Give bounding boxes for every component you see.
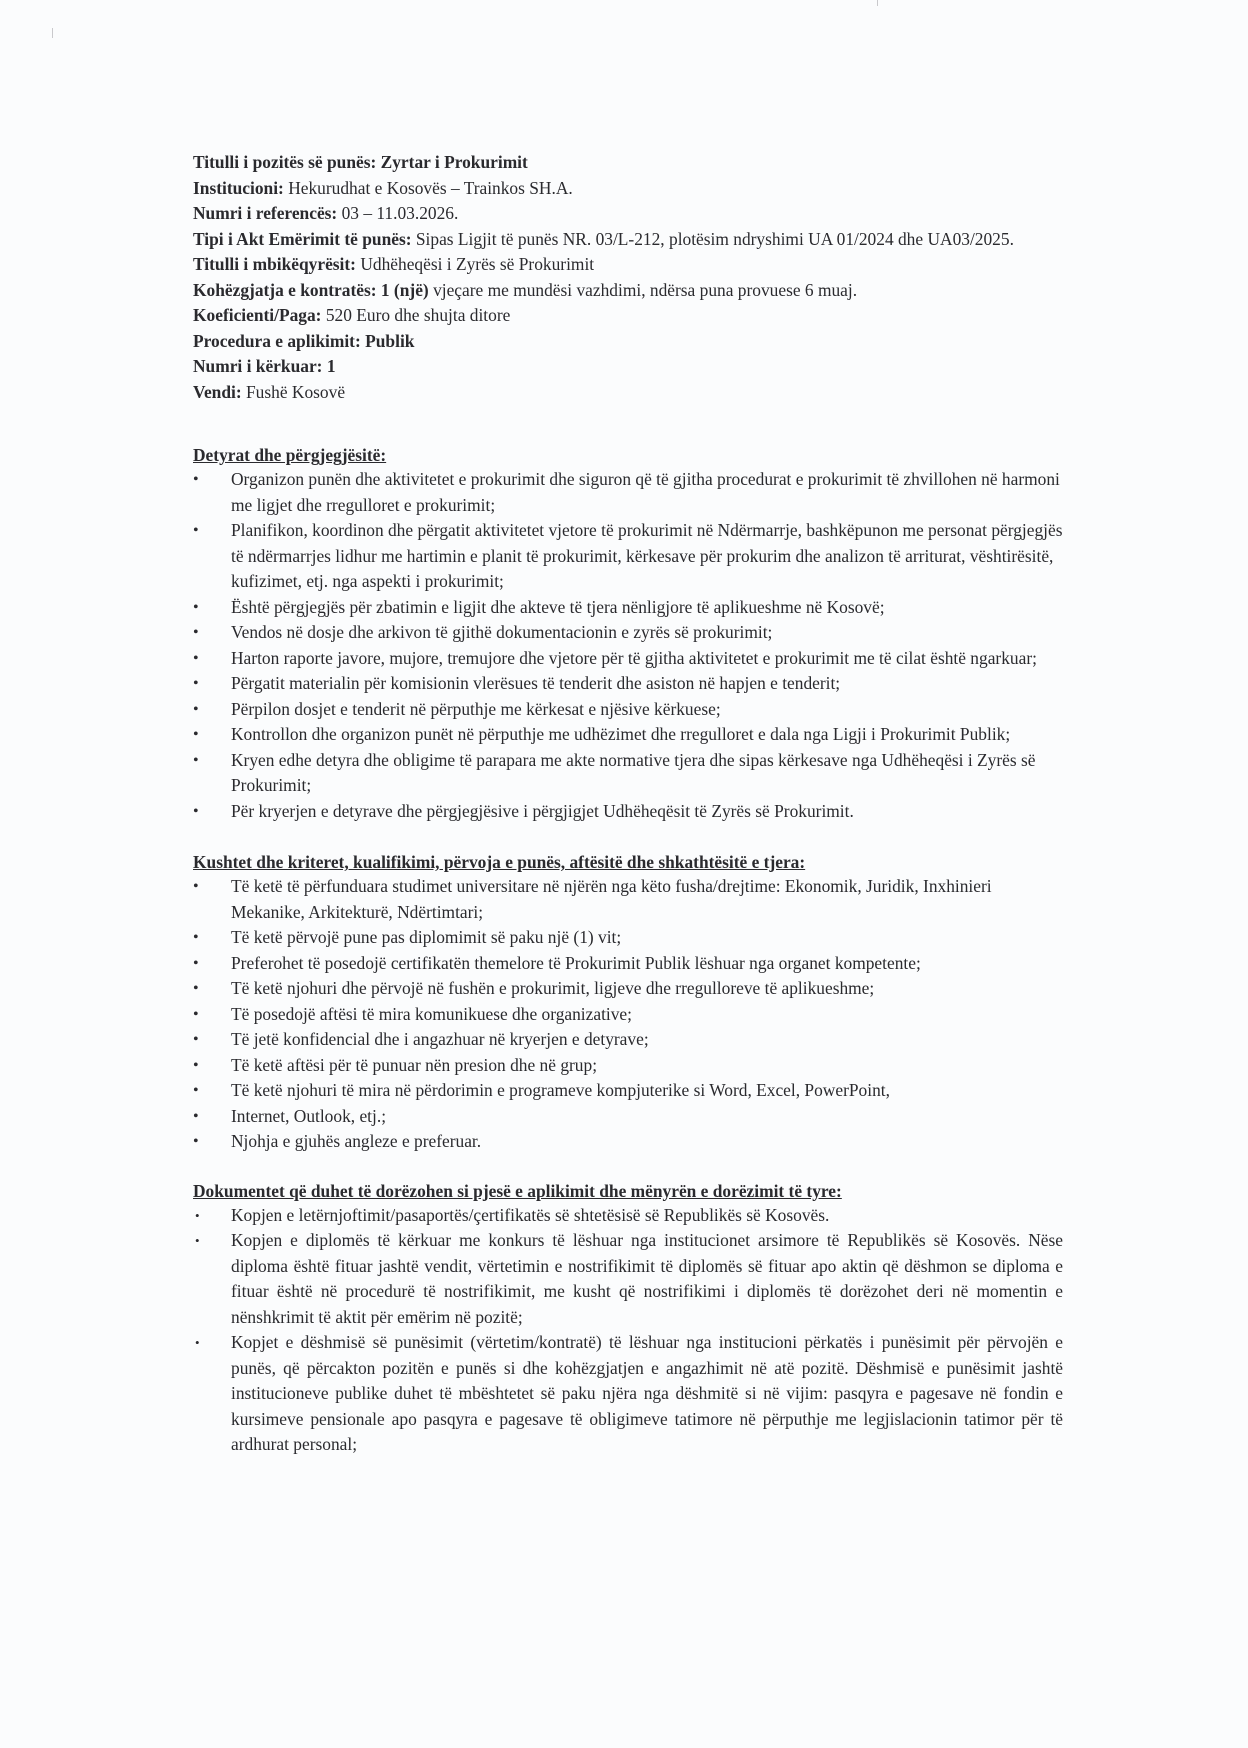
field-application-procedure <box>193 329 1063 355</box>
field-institution <box>193 176 1063 202</box>
section-requirements <box>193 850 1063 1155</box>
list-item: • Kopjen e letërnjoftimit/pasaportës/çertifikatës së shtetësisë së Republikës së Kosovës. <box>193 1203 1063 1229</box>
duties-list <box>193 467 1063 824</box>
section-heading: Kushtet dhe kriteret, kualifikimi, përvoja e punës, aftësitë dhe shkathtësitë e tjera: <box>193 852 806 872</box>
list-item: • Internet, Outlook, etj.; <box>193 1104 1063 1130</box>
documents-list <box>193 1203 1063 1458</box>
field-value-emphasis: 1 (një) <box>380 279 429 300</box>
field-salary <box>193 303 1063 329</box>
field-positions-required <box>193 354 1063 380</box>
field-value: Zyrtar i Prokurimit <box>380 152 528 172</box>
list-item: • Të posedojë aftësi të mira komunikuese dhe organizative; <box>193 1002 1063 1028</box>
field-position-title <box>193 150 1063 176</box>
section-heading: Detyrat dhe përgjegjësitë: <box>193 445 387 465</box>
list-item: • Kopjet e dëshmisë së punësimit (vërtetim/kontratë) të lëshuar nga institucioni përkatës i punësimit për përvojën e punës, që përcakton pozitën e punës si dhe kohëzgjatjen e angazhimit në atë pozitë. Dëshmisë e punësimit jashtë institucioneve publike duhet të mbështetet së paku njëra nga dëshmitë si në vijim: pasqyra e pagesave në fondin e kursimeve pensionale apo pasqyra e pagesave të obligimeve tatimore në përputhje me legjislacionin tatimor për të ardhurat personal; <box>193 1330 1063 1458</box>
list-item: • Të ketë aftësi për të punuar nën presion dhe në grup; <box>193 1053 1063 1079</box>
field-label: Vendi: <box>193 381 242 402</box>
list-item: • Kryen edhe detyra dhe obligime të parapara me akte normative tjera dhe sipas kërkesave nga Udhëheqësi i Zyrës së Prokurimit; <box>193 748 1063 799</box>
field-label: Koeficienti/Paga: <box>193 305 322 325</box>
field-value: 1 <box>326 356 336 376</box>
job-info-block <box>193 150 1063 405</box>
field-label: Titulli i pozitës së punës: <box>193 152 377 172</box>
list-item: • Harton raporte javore, mujore, tremujore dhe vjetore për të gjitha aktivitetet e prokurimit me të cilat është ngarkuar; <box>193 646 1063 672</box>
list-item: • Të ketë njohuri dhe përvojë në fushën e prokurimit, ligjeve dhe rregulloreve të aplikueshme; <box>193 976 1063 1002</box>
field-location <box>193 380 1063 406</box>
field-label: Tipi i Akt Emërimit të punës: <box>193 228 412 249</box>
field-value: 520 Euro dhe shujta ditore <box>325 305 511 325</box>
field-value: Publik <box>365 330 415 351</box>
field-value: vjeçare me mundësi vazhdimi, ndërsa puna provuese 6 muaj. <box>433 279 858 300</box>
list-item: • Vendos në dosje dhe arkivon të gjithë dokumentacionin e zyrës së prokurimit; <box>193 620 1063 646</box>
section-heading: Dokumentet që duhet të dorëzohen si pjesë e aplikimit dhe mënyrën e dorëzimit të tyre: <box>193 1180 842 1201</box>
field-value: 03 – 11.03.2026. <box>341 203 459 223</box>
list-item: • Kontrollon dhe organizon punët në përputhje me udhëzimet dhe rregulloret e dala nga Ligji i Prokurimit Publik; <box>193 722 1063 748</box>
list-item: • Është përgjegjës për zbatimin e ligjit dhe akteve të tjera nënligjore të aplikueshme në Kosovë; <box>193 595 1063 621</box>
list-item: • Të ketë përvojë pune pas diplomimit së paku një (1) vit; <box>193 925 1063 951</box>
list-item: • Të jetë konfidencial dhe i angazhuar në kryerjen e detyrave; <box>193 1027 1063 1053</box>
section-duties <box>193 443 1063 824</box>
field-value: Sipas Ligjit të punës NR. 03/L-212, plotësim ndryshimi UA 01/2024 dhe UA03/2025. <box>415 228 1014 249</box>
list-item: • Organizon punën dhe aktivitetet e prokurimit dhe siguron që të gjitha procedurat e prokurimit të zhvillohen në harmoni me ligjet dhe rregulloret e prokurimit; <box>193 467 1063 518</box>
field-supervisor-title <box>193 252 1063 278</box>
list-item: • Përgatit materialin për komisionin vlerësues të tenderit dhe asiston në hapjen e tenderit; <box>193 671 1063 697</box>
field-value: Udhëheqësi i Zyrës së Prokurimit <box>360 254 595 274</box>
field-appointment-type <box>193 227 1063 253</box>
field-label: Titulli i mbikëqyrësit: <box>193 254 356 274</box>
list-item: • Kopjen e diplomës të kërkuar me konkurs të lëshuar nga institucionet arsimore të Republikës së Kosovës. Nëse diploma është fituar jashtë vendit, vërtetimin e nostrifikimit të diplomës së fituar apo aktin që dëshmon se diploma e fituar është në procedurë të nostrifikimit, me kusht që nostrifikimi i diplomës të dorëzohet deri në momentin e nënshkrimit të aktit për emërim në pozitë; <box>193 1228 1063 1330</box>
document-content <box>193 150 1063 1458</box>
list-item: • Për kryerjen e detyrave dhe përgjegjësive i përgjigjet Udhëheqësit të Zyrës së Prokurimit. <box>193 799 1063 825</box>
list-item: • Planifikon, koordinon dhe përgatit aktivitetet vjetore të prokurimit në Ndërmarrje, bashkëpunon me personat përgjegjës të ndërmarrjes lidhur me hartimin e planit të prokurimit, kërkesave për prokurim dhe analizon të arriturat, vështirësitë, kufizimet, etj. nga aspekti i prokurimit; <box>193 518 1063 595</box>
list-item: • Përpilon dosjet e tenderit në përputhje me kërkesat e njësive kërkuese; <box>193 697 1063 723</box>
list-item: • Të ketë të përfunduara studimet universitare në njërën nga këto fusha/drejtime: Ekonomik, Juridik, Inxhinieri Mekanike, Arkitekturë, Ndërtimtari; <box>193 874 1063 925</box>
field-reference-number <box>193 201 1063 227</box>
list-item: • Të ketë njohuri të mira në përdorimin e programeve kompjuterike si Word, Excel, PowerPoint, <box>193 1078 1063 1104</box>
field-contract-duration <box>193 278 1063 304</box>
requirements-list <box>193 874 1063 1155</box>
scan-artifact <box>52 28 53 38</box>
field-label: Procedura e aplikimit: <box>193 330 361 351</box>
field-label: Numri i kërkuar: <box>193 356 323 376</box>
field-value: Hekurudhat e Kosovës – Trainkos SH.A. <box>288 177 573 198</box>
field-label: Kohëzgjatja e kontratës: <box>193 279 377 300</box>
field-label: Numri i referencës: <box>193 203 338 223</box>
list-item: • Preferohet të posedojë certifikatën themelore të Prokurimit Publik lëshuar nga organet kompetente; <box>193 951 1063 977</box>
field-value: Fushë Kosovë <box>246 381 346 402</box>
scan-artifact <box>877 0 878 6</box>
field-label: Institucioni: <box>193 177 284 198</box>
section-documents <box>193 1179 1063 1458</box>
list-item: • Njohja e gjuhës angleze e preferuar. <box>193 1129 1063 1155</box>
